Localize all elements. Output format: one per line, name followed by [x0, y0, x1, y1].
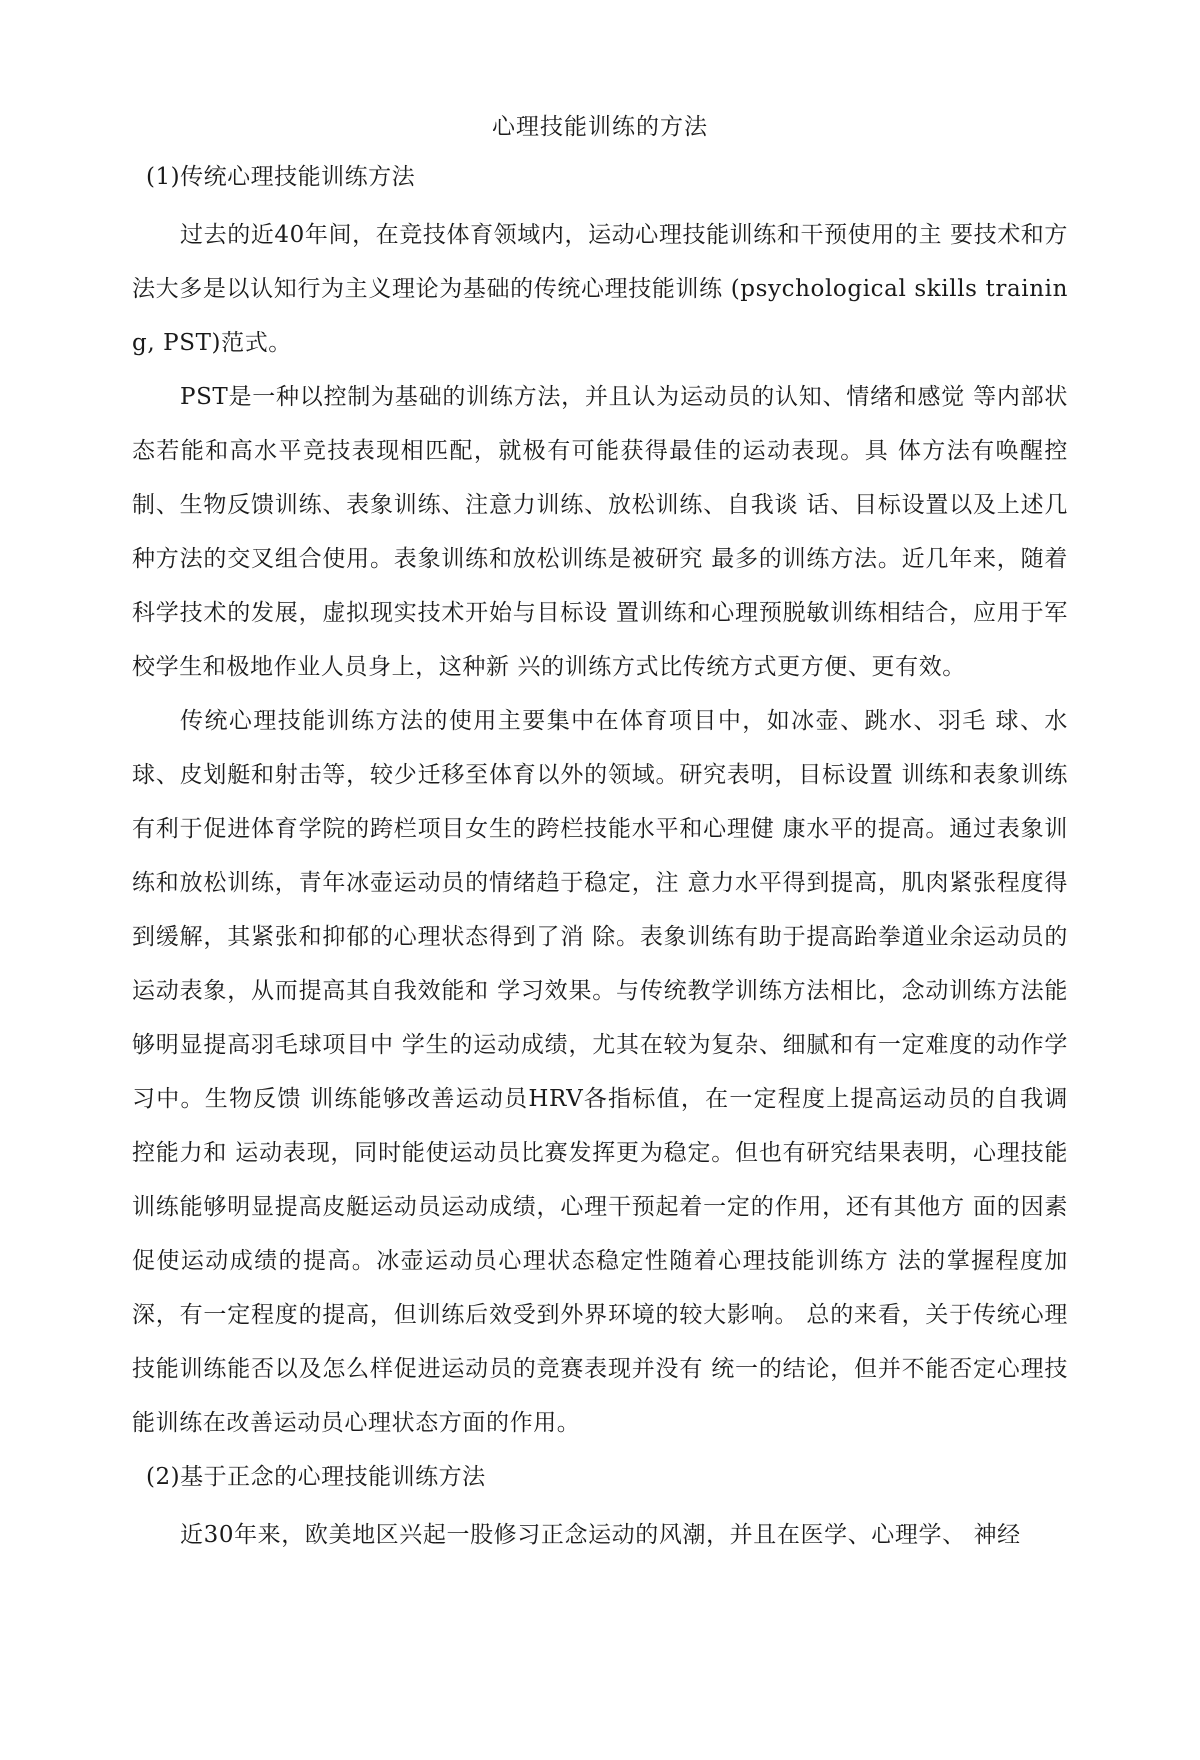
paragraph-1-1: 过去的近40年间，在竞技体育领域内，运动心理技能训练和干预使用的主 要技术和方法大多是以认知行为主义理论为基础的传统心理技能训练 (psychological skills training, PST)范式。: [132, 222, 1068, 356]
paragraph-1-2: PST是一种以控制为基础的训练方法，并且认为运动员的认知、情绪和感觉 等内部状态若能和高水平竞技表现相匹配，就极有可能获得最佳的运动表现。具 体方法有唤醒控制、生物反馈训练、表象训练、注意力训练、放松训练、自我谈 话、目标设置以及上述几种方法的交叉组合使用。表象训练和放松训练是被研究 最多的训练方法。近几年来，随着科学技术的发展，虚拟现实技术开始与目标设 置训练和心理预脱敏训练相结合，应用于军校学生和极地作业人员身上，这种新 兴的训练方式比传统方式更方便、更有效。: [132, 384, 1068, 680]
paragraph-2-1: 近30年来，欧美地区兴起一股修习正念运动的风潮，并且在医学、心理学、 神经: [180, 1522, 1021, 1548]
document-body: [132, 150, 1068, 1562]
document-title: 心理技能训练的方法: [492, 114, 708, 140]
paragraph-1-3: 传统心理技能训练方法的使用主要集中在体育项目中，如冰壶、跳水、羽毛 球、水球、皮划艇和射击等，较少迁移至体育以外的领域。研究表明，目标设置 训练和表象训练有利于促进体育学院的跨栏项目女生的跨栏技能水平和心理健 康水平的提高。通过表象训练和放松训练，青年冰壶运动员的情绪趋于稳定，注 意力水平得到提高，肌肉紧张程度得到缓解，其紧张和抑郁的心理状态得到了消 除。表象训练有助于提高跆拳道业余运动员的运动表象，从而提高其自我效能和 学习效果。与传统教学训练方法相比，念动训练方法能够明显提高羽毛球项目中 学生的运动成绩，尤其在较为复杂、细腻和有一定难度的动作学习中。生物反馈 训练能够改善运动员HRV各指标值，在一定程度上提高运动员的自我调控能力和 运动表现，同时能使运动员比赛发挥更为稳定。但也有研究结果表明，心理技能 训练能够明显提高皮艇运动员运动成绩，心理干预起着一定的作用，还有其他方 面的因素促使运动成绩的提高。冰壶运动员心理状态稳定性随着心理技能训练方 法的掌握程度加深，有一定程度的提高，但训练后效受到外界环境的较大影响。 总的来看，关于传统心理技能训练能否以及怎么样促进运动员的竞赛表现并没有 统一的结论，但并不能否定心理技能训练在改善运动员心理状态方面的作用。: [132, 708, 1068, 1436]
section-heading-2: (2)基于正念的心理技能训练方法: [146, 1464, 486, 1490]
section-heading-1: (1)传统心理技能训练方法: [146, 164, 416, 190]
